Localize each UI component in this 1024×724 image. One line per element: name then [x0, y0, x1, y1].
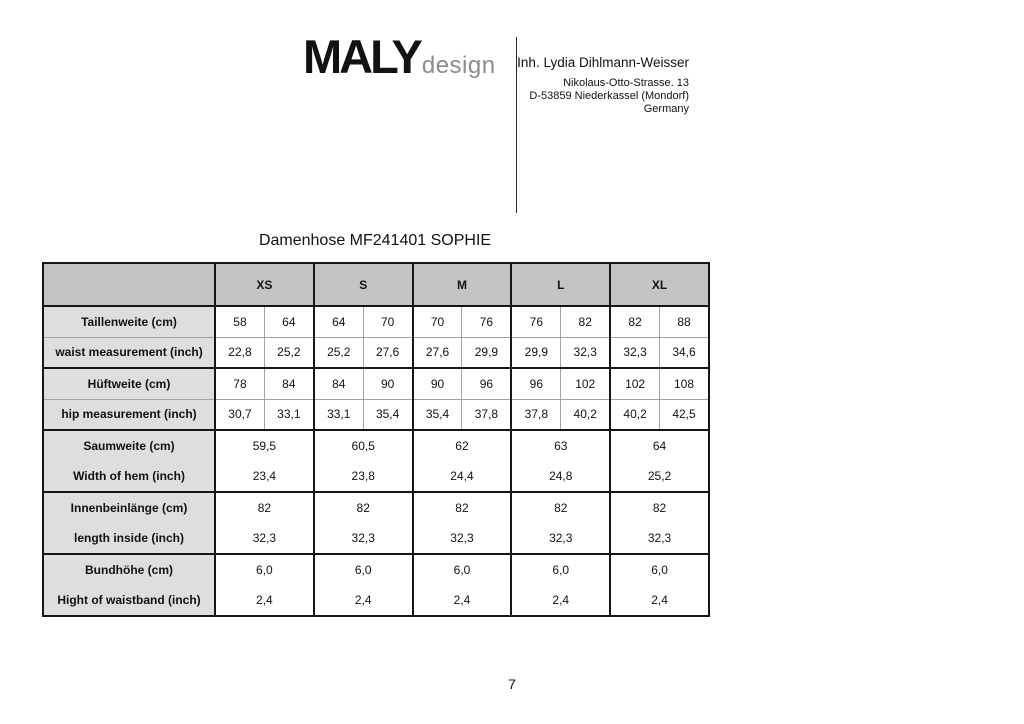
table-row: [43, 399, 709, 430]
value-cell: 32,3: [413, 523, 512, 554]
value-cell: 84: [264, 368, 313, 399]
value-cell: 2,4: [215, 585, 314, 616]
value-cell: 58: [215, 306, 264, 337]
table-row: [43, 430, 709, 461]
value-cell: 59,5: [215, 430, 314, 461]
value-cell: 82: [511, 492, 610, 523]
value-cell: 29,9: [511, 337, 560, 368]
value-cell: 64: [610, 430, 709, 461]
value-cell: 40,2: [610, 399, 659, 430]
value-cell: 2,4: [413, 585, 512, 616]
size-header-cell: XS: [215, 263, 314, 306]
value-cell: 88: [660, 306, 709, 337]
value-cell: 6,0: [215, 554, 314, 585]
value-cell: 2,4: [314, 585, 413, 616]
table-header-row: [43, 263, 709, 306]
value-cell: 82: [413, 492, 512, 523]
value-cell: 2,4: [610, 585, 709, 616]
value-cell: 82: [314, 492, 413, 523]
value-cell: 6,0: [413, 554, 512, 585]
table-row: [43, 306, 709, 337]
value-cell: 82: [610, 492, 709, 523]
value-cell: 90: [413, 368, 462, 399]
measurement-label-cell: Taillenweite (cm): [43, 306, 215, 337]
value-cell: 82: [610, 306, 659, 337]
measurement-label-cell: Hight of waistband (inch): [43, 585, 215, 616]
value-cell: 102: [561, 368, 610, 399]
measurement-label-cell: Bundhöhe (cm): [43, 554, 215, 585]
value-cell: 30,7: [215, 399, 264, 430]
value-cell: 2,4: [511, 585, 610, 616]
value-cell: 25,2: [314, 337, 363, 368]
page-number: 7: [508, 676, 516, 692]
table-body: [43, 263, 709, 616]
measurement-label-cell: length inside (inch): [43, 523, 215, 554]
value-cell: 62: [413, 430, 512, 461]
table-row: [43, 368, 709, 399]
size-header-cell: XL: [610, 263, 709, 306]
value-cell: 24,8: [511, 461, 610, 492]
value-cell: 24,4: [413, 461, 512, 492]
value-cell: 76: [462, 306, 511, 337]
value-cell: 6,0: [314, 554, 413, 585]
value-cell: 33,1: [314, 399, 363, 430]
value-cell: 32,3: [215, 523, 314, 554]
value-cell: 23,4: [215, 461, 314, 492]
value-cell: 70: [363, 306, 412, 337]
value-cell: 25,2: [264, 337, 313, 368]
value-cell: 32,3: [561, 337, 610, 368]
brand-logo-text: MALY: [303, 30, 420, 83]
table-row: [43, 585, 709, 616]
contact-address-line: Germany: [643, 103, 689, 115]
table-row: [43, 554, 709, 585]
contact-address-line: Nikolaus-Otto-Strasse. 13: [563, 77, 689, 89]
value-cell: 63: [511, 430, 610, 461]
value-cell: 29,9: [462, 337, 511, 368]
value-cell: 96: [511, 368, 560, 399]
value-cell: 64: [264, 306, 313, 337]
value-cell: 6,0: [610, 554, 709, 585]
contact-address-line: D-53859 Niederkassel (Mondorf): [529, 90, 689, 102]
measurement-label-cell: waist measurement (inch): [43, 337, 215, 368]
value-cell: 78: [215, 368, 264, 399]
measurement-label-cell: hip measurement (inch): [43, 399, 215, 430]
size-header-cell: L: [511, 263, 610, 306]
value-cell: 34,6: [660, 337, 709, 368]
value-cell: 60,5: [314, 430, 413, 461]
measurement-label-cell: Innenbeinlänge (cm): [43, 492, 215, 523]
value-cell: 76: [511, 306, 560, 337]
value-cell: 64: [314, 306, 363, 337]
value-cell: 82: [561, 306, 610, 337]
value-cell: 32,3: [610, 337, 659, 368]
value-cell: 37,8: [511, 399, 560, 430]
value-cell: 40,2: [561, 399, 610, 430]
value-cell: 42,5: [660, 399, 709, 430]
size-chart-table: [42, 262, 710, 617]
contact-owner: Inh. Lydia Dihlmann-Weisser: [517, 55, 689, 70]
value-cell: 32,3: [511, 523, 610, 554]
brand-logo: [303, 30, 496, 83]
value-cell: 33,1: [264, 399, 313, 430]
value-cell: 32,3: [314, 523, 413, 554]
value-cell: 35,4: [363, 399, 412, 430]
value-cell: 32,3: [610, 523, 709, 554]
table-corner-cell: [43, 263, 215, 306]
measurement-label-cell: Hüftweite (cm): [43, 368, 215, 399]
contact-block: [517, 55, 689, 116]
value-cell: 70: [413, 306, 462, 337]
table-row: [43, 461, 709, 492]
value-cell: 27,6: [413, 337, 462, 368]
value-cell: 22,8: [215, 337, 264, 368]
brand-logo-suffix: design: [421, 52, 496, 79]
table-row: [43, 492, 709, 523]
value-cell: 37,8: [462, 399, 511, 430]
size-header-cell: S: [314, 263, 413, 306]
size-header-cell: M: [413, 263, 512, 306]
value-cell: 6,0: [511, 554, 610, 585]
value-cell: 35,4: [413, 399, 462, 430]
table-row: [43, 337, 709, 368]
measurement-label-cell: Saumweite (cm): [43, 430, 215, 461]
value-cell: 102: [610, 368, 659, 399]
measurement-label-cell: Width of hem (inch): [43, 461, 215, 492]
value-cell: 23,8: [314, 461, 413, 492]
value-cell: 27,6: [363, 337, 412, 368]
page-title: Damenhose MF241401 SOPHIE: [258, 232, 492, 249]
value-cell: 82: [215, 492, 314, 523]
value-cell: 84: [314, 368, 363, 399]
value-cell: 25,2: [610, 461, 709, 492]
value-cell: 90: [363, 368, 412, 399]
value-cell: 96: [462, 368, 511, 399]
value-cell: 108: [660, 368, 709, 399]
table-row: [43, 523, 709, 554]
